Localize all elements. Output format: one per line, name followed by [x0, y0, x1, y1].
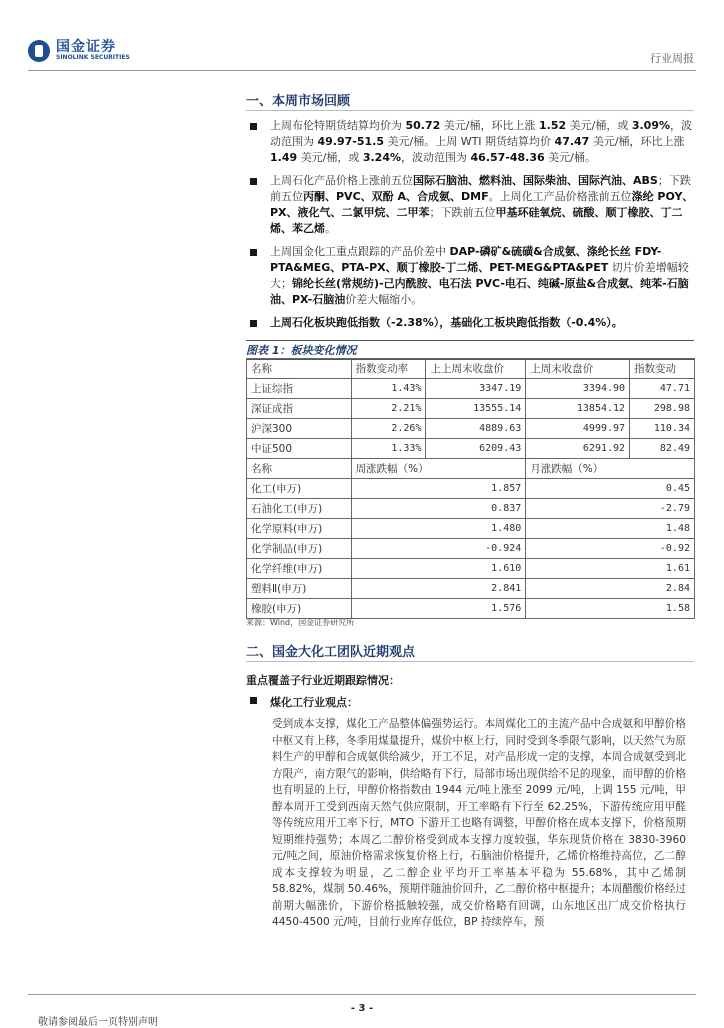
table-header-row — [247, 359, 695, 379]
table-source: 来源：Wind，国金证券研究所 — [246, 618, 355, 627]
table-cell: 4999.97 — [526, 419, 630, 439]
market-bullet: 上周石化产品价格上涨前五位国际石脑油、燃料油、国际柴油、国际汽油、ABS；下跌前五位丙酮、PVC、双酚 A、合成氨、DMF。上周化工产品价格涨前五位涤纶 POY、PX、液化气、二氯甲烷、二甲苯；下跌前五位甲基环硅氧烷、硫酸、顺丁橡胶、丁二烯、苯乙烯。 — [246, 173, 694, 237]
table-row — [247, 499, 695, 519]
logo-text-en: SINOLINK SECURITIES — [56, 54, 130, 61]
table-cell: 82.49 — [630, 439, 695, 459]
table-row — [247, 419, 695, 439]
table-header-cell: 名称 — [247, 459, 352, 479]
section2-rule — [246, 661, 694, 662]
table-cell: 110.34 — [630, 419, 695, 439]
footer-divider — [28, 994, 696, 995]
header-divider — [28, 70, 696, 71]
table-caption: 图表 1：板块变化情况 — [246, 340, 694, 360]
page-number: - 3 - — [350, 1003, 374, 1014]
table-cell: 1.33% — [351, 439, 426, 459]
table-cell: -2.79 — [526, 499, 695, 519]
section1-title: 一、本周市场回顾 — [246, 94, 351, 109]
coal-paragraph: 受到成本支撑，煤化工产品整体偏强势运行。本周煤化工的主流产品中合成氨和甲醇价格中枢又有上移，冬季用煤量提升，煤价中枢上行，同时受到冬季限气影响，以天然气为原料生产的甲醇和合成氨供给减少，开工不足，对产品形成一定的支撑，本周合成氨受到北方限产，南方限气的影响，供给略有下行，局部市场出现供给不足的现象，而甲醇的价格也有明显的上行，甲醇价格指数由 1944 元/吨上涨至 2099 元/吨，上调 155 元/吨，甲醇本周开工受到西南天然气供应限制，开工率略有下行至 62.25%，下游传统应用甲醛等传统应用开工率下行，MTO 下游开工也略有调整，甲醇价格在成本支撑下，价格预期短期维持强势；本周乙二醇价格受到成本支撑力度较强，华东现货价格在 3830-3960 元/吨之间，原油价格需求恢复价格上行，石脑油价格提升，乙烯价格维持高位，乙二醇成本支撑较为明显，乙二醇企业平均开工率基本平稳为 55.68%，其中乙烯制 58.82%，煤制 50.46%，预期伴随油价回升，乙二醇价格中枢提升；本周醋酸价格经过前期大幅涨价，下游价格抵触较强，成交价格略有回调，山东地区出厂成交价格执行 4450-4500 元/吨，目前行业库存低位，BP 持续停车，预 — [272, 718, 686, 928]
table-row — [247, 599, 695, 619]
table-cell: 上证综指 — [247, 379, 352, 399]
index-table — [246, 358, 695, 619]
table-cell: 13854.12 — [526, 399, 630, 419]
table-cell: 1.610 — [351, 559, 526, 579]
section2-title: 二、国金大化工团队近期观点 — [246, 645, 416, 660]
logo-text-cn: 国金证券 — [56, 39, 116, 55]
table-cell: 化学原料(申万) — [247, 519, 352, 539]
table-cell: 1.480 — [351, 519, 526, 539]
section2-subtitle: 重点覆盖子行业近期跟踪情况： — [246, 674, 400, 687]
table-header-cell: 周涨跌幅（%） — [351, 459, 526, 479]
table-cell: 橡胶(申万) — [247, 599, 352, 619]
table-header-row — [247, 459, 695, 479]
table-cell: 化工(申万) — [247, 479, 352, 499]
table-cell: 1.857 — [351, 479, 526, 499]
table-cell: 1.576 — [351, 599, 526, 619]
table-cell: 1.61 — [526, 559, 695, 579]
market-bullet: 上周布伦特期货结算均价为 50.72 美元/桶，环比上涨 1.52 美元/桶，或 3.09%，波动范围为 49.97-51.5 美元/桶。上周 WTI 期货结算均价 47.47 美元/桶，环比上涨 1.49 美元/桶，或 3.24%，波动范围为 46.57-48.36 美元/桶。 — [246, 118, 694, 166]
table-row — [247, 539, 695, 559]
table-cell: 2.26% — [351, 419, 426, 439]
table-cell: 塑料Ⅱ(申万) — [247, 579, 352, 599]
table-cell: 13555.14 — [426, 399, 526, 419]
table-cell: 4889.63 — [426, 419, 526, 439]
table-cell: 2.84 — [526, 579, 695, 599]
table-row — [247, 439, 695, 459]
table-cell: 1.58 — [526, 599, 695, 619]
table-cell: 化学纤维(申万) — [247, 559, 352, 579]
table-cell: 2.841 — [351, 579, 526, 599]
table-row — [247, 379, 695, 399]
table-row — [247, 559, 695, 579]
footer-disclaimer: 敬请参阅最后一页特别声明 — [38, 1017, 158, 1028]
table-cell: 中证500 — [247, 439, 352, 459]
table-cell: 3394.90 — [526, 379, 630, 399]
logo-mark-icon — [28, 40, 50, 62]
table-row — [247, 519, 695, 539]
section1-bullets — [246, 118, 694, 338]
table-cell: 6209.43 — [426, 439, 526, 459]
header-tag: 行业周报 — [650, 52, 694, 65]
table-cell: -0.92 — [526, 539, 695, 559]
market-bullet: 上周石化板块跑低指数（-2.38%），基础化工板块跑低指数（-0.4%）。 — [246, 315, 694, 331]
table-cell: 深证成指 — [247, 399, 352, 419]
table-cell: 沪深300 — [247, 419, 352, 439]
logo — [28, 40, 130, 62]
table-cell: 石油化工(申万) — [247, 499, 352, 519]
table-cell: 298.98 — [630, 399, 695, 419]
table-cell: 3347.19 — [426, 379, 526, 399]
table-cell: 47.71 — [630, 379, 695, 399]
table-row — [247, 479, 695, 499]
table-cell: 0.837 — [351, 499, 526, 519]
table-row — [247, 579, 695, 599]
section1-rule — [246, 110, 694, 111]
table-cell: 0.45 — [526, 479, 695, 499]
market-bullet: 上周国金化工重点跟踪的产品价差中 DAP-磷矿&硫磺&合成氨、涤纶长丝 FDY-PTA&MEG、PTA-PX、顺丁橡胶-丁二烯、PET-MEG&PTA&PET 切片价差增幅较大；锦纶长丝(常规纺)-己内酰胺、电石法 PVC-电石、纯碱-原盐&合成氨、纯苯-石脑油、PX-石脑油价差大幅缩小。 — [246, 244, 694, 308]
table-cell: 化学制品(申万) — [247, 539, 352, 559]
table-cell: 1.43% — [351, 379, 426, 399]
table-header-cell: 指数变动率 — [351, 359, 426, 379]
table-header-cell: 上周末收盘价 — [526, 359, 630, 379]
table-header-cell: 月涨跌幅（%） — [526, 459, 695, 479]
coal-section-title: 煤化工行业观点： — [246, 694, 358, 710]
table-cell: 2.21% — [351, 399, 426, 419]
table-cell: 1.48 — [526, 519, 695, 539]
table-row — [247, 399, 695, 419]
table-header-cell: 指数变动 — [630, 359, 695, 379]
table-header-cell: 上上周末收盘价 — [426, 359, 526, 379]
table-cell: -0.924 — [351, 539, 526, 559]
table-cell: 6291.92 — [526, 439, 630, 459]
table-header-cell: 名称 — [247, 359, 352, 379]
